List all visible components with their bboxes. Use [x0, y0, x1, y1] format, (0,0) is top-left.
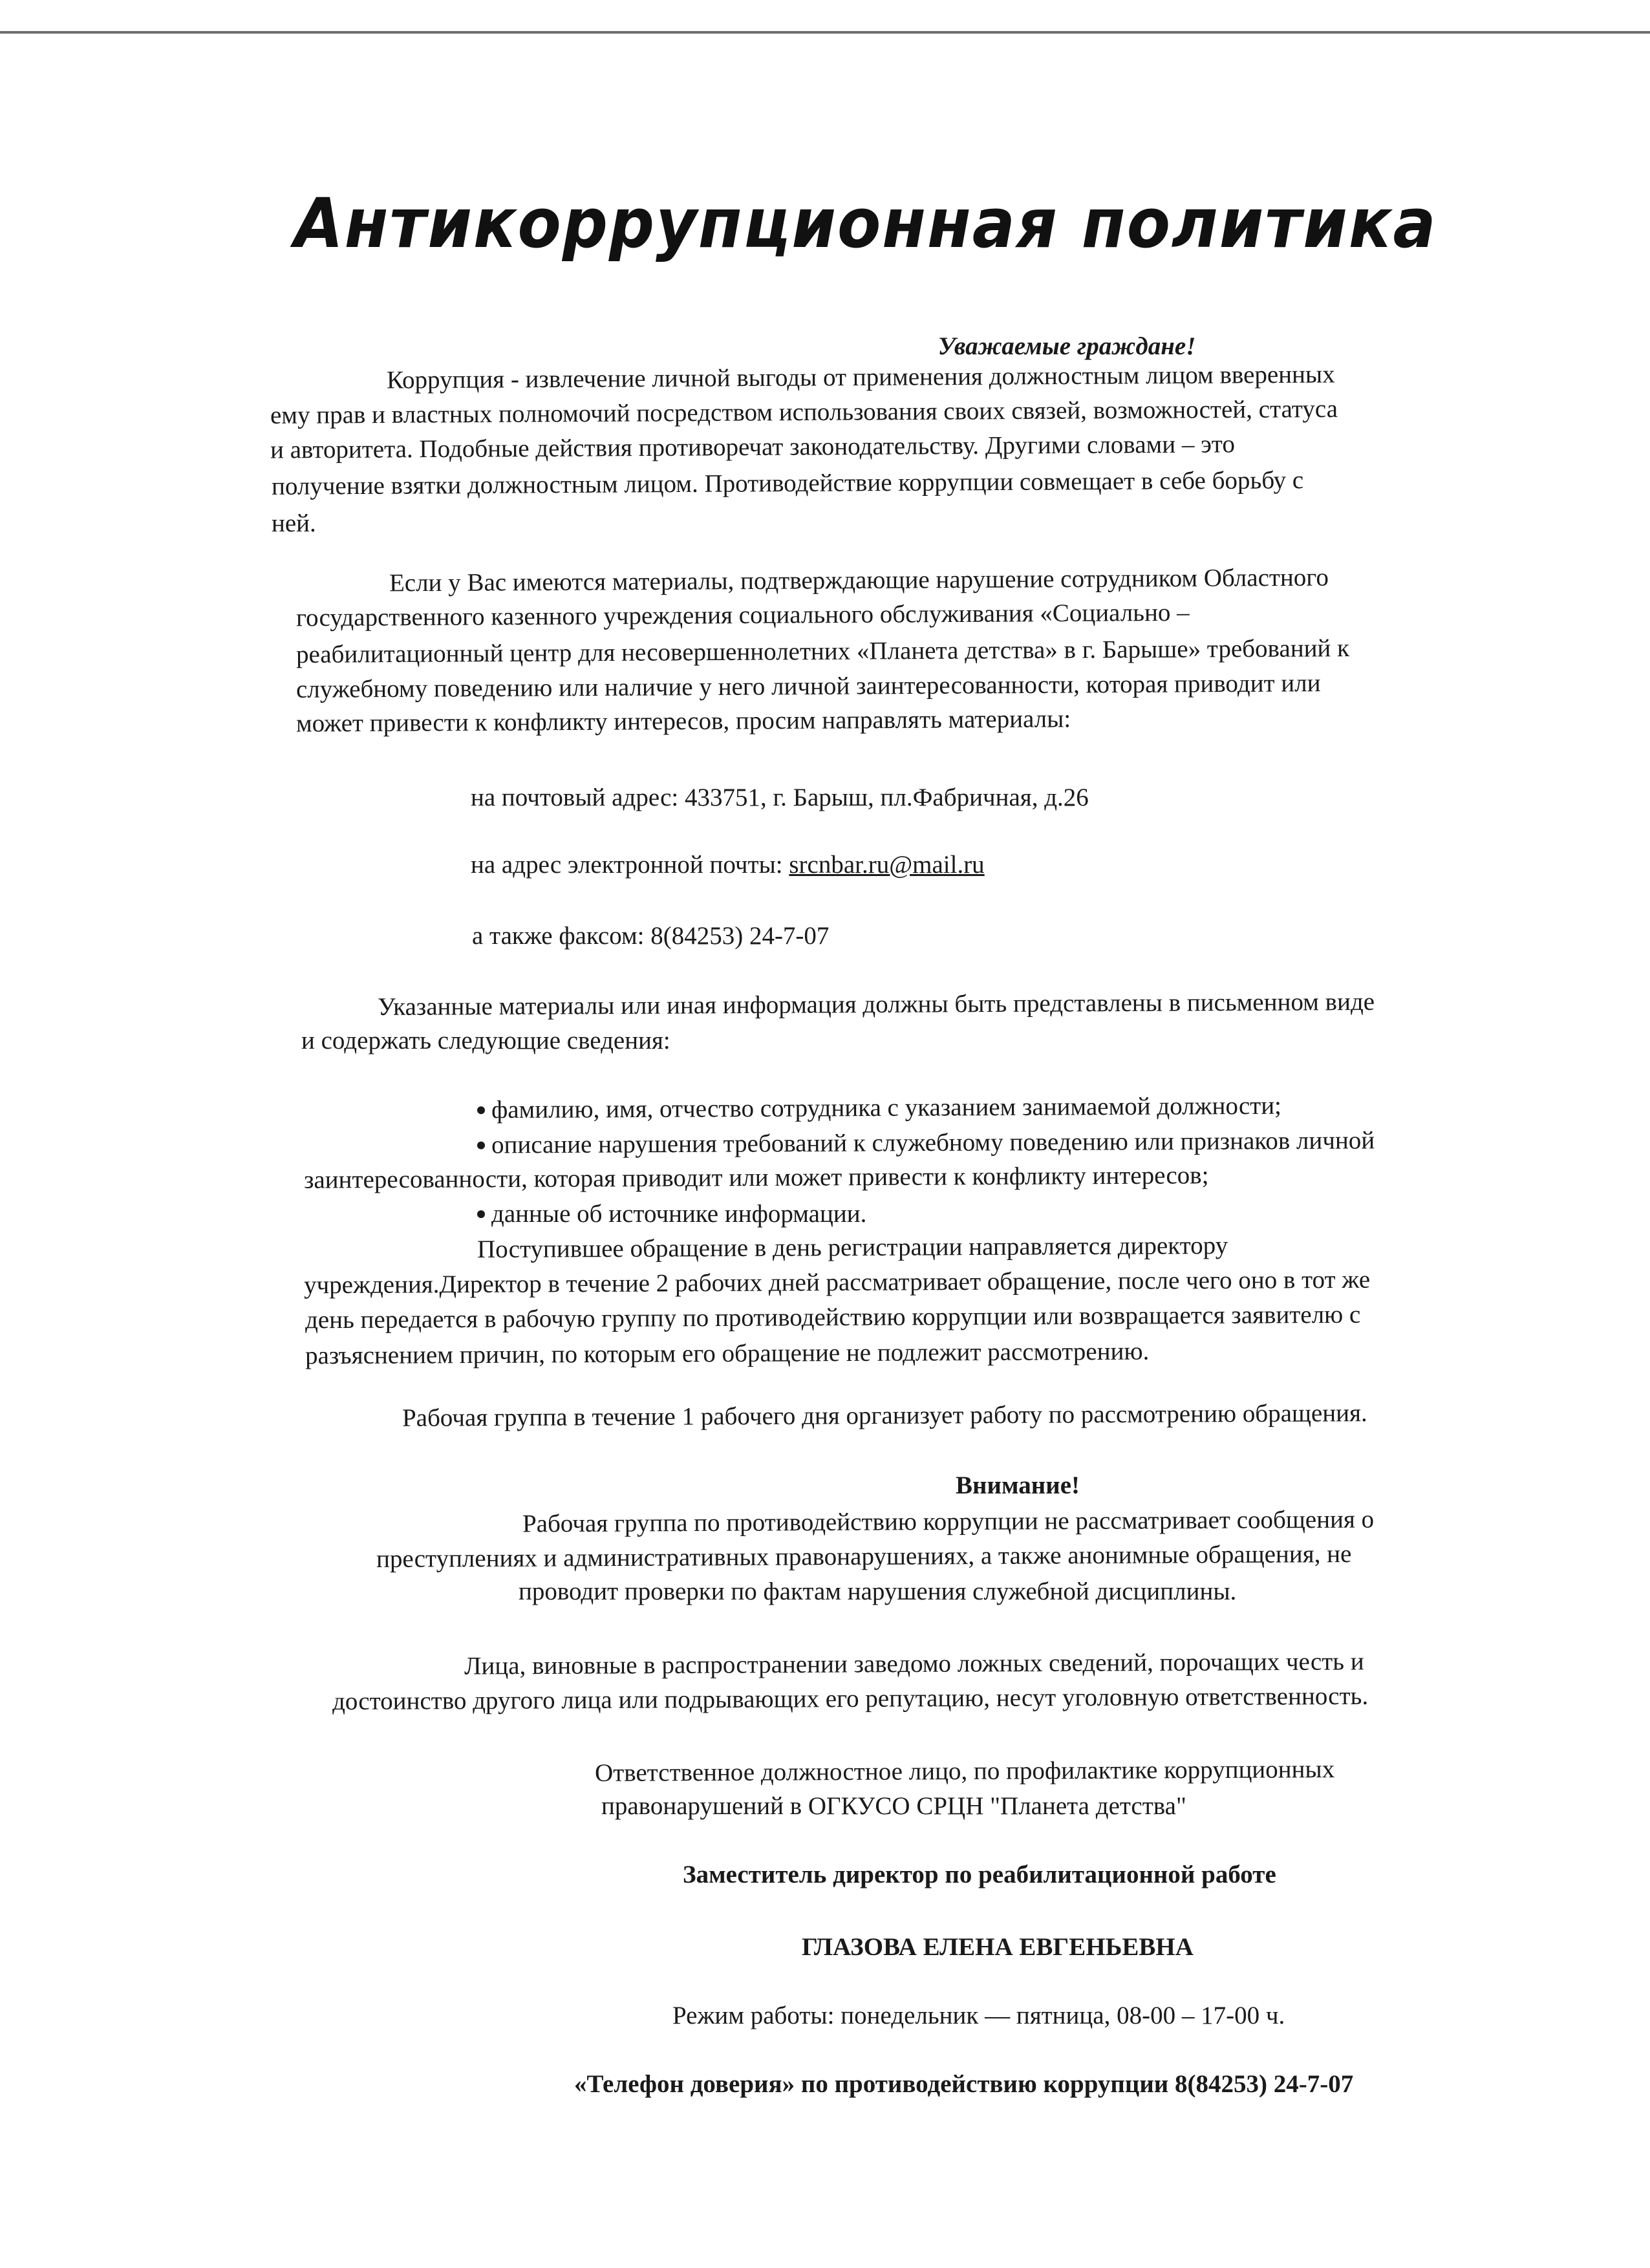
request-line: реабилитационный центр для несовершеннолетних «Планета детства» в г. Барыше» требований к [295, 634, 1350, 669]
working-group-note: Рабочая группа в течение 1 рабочего дня организует работу по рассмотрению обращения. [402, 1399, 1367, 1432]
materials-line: Указанные материалы или иная информация должны быть представлены в письменном виде [377, 987, 1375, 1022]
bullet-text: описание нарушения требований к служебному поведению или признаков личной [491, 1126, 1375, 1159]
work-schedule: Режим работы: понедельник — пятница, 08-00 – 17-00 ч. [672, 2002, 1285, 2029]
intro-line: Коррупция - извлечение личной выгоды от применения должностным лицом вверенных [386, 360, 1335, 394]
intro-line: и авторитета. Подобные действия противоречат законодательству. Другими словами – это [270, 430, 1236, 464]
person-name: ГЛАЗОВА ЕЛЕНА ЕВГЕНЬЕВНА [802, 1933, 1194, 1961]
bullet-dot-icon [477, 1106, 485, 1114]
bullet-item [477, 1196, 866, 1232]
bullet-item [477, 1122, 1375, 1163]
attention-line: преступлениях и административных правонарушениях, а также анонимные обращения, не [376, 1540, 1352, 1573]
intro-line: ему прав и властных полномочий посредством использования своих связей, возможностей, статуса [270, 394, 1338, 430]
responsible-line: Ответственное должностное лицо, по профилактике коррупционных [594, 1755, 1335, 1787]
procedure-line: Поступившее обращение в день регистрации направляется директору [477, 1231, 1228, 1264]
fax-contact: а также факсом: 8(84253) 24-7-07 [472, 922, 830, 950]
request-line: служебному поведению или наличие у него личной заинтересованности, которая приводит или [295, 669, 1321, 703]
document-title: Антикоррупционная политика [294, 184, 1437, 264]
email-label: на адрес электронной почты: [471, 851, 789, 879]
email-contact [471, 847, 985, 883]
request-line: может привести к конфликту интересов, просим направлять материалы: [295, 705, 1071, 738]
intro-line: ней. [272, 509, 316, 537]
liability-line: достоинство другого лица или подрывающих его репутацию, несут уголовную ответственность. [332, 1682, 1369, 1716]
bullet-continuation: заинтересованности, которая приводит или может привести к конфликту интересов; [303, 1161, 1209, 1194]
bullet-item [477, 1088, 1281, 1129]
postal-address: на почтовый адрес: 433751, г. Барыш, пл.Фабричная, д.26 [471, 784, 1089, 811]
liability-line: Лица, виновные в распространении заведомо ложных сведений, порочащих честь и [464, 1647, 1364, 1680]
procedure-line: день передается в рабочую группу по противодействию коррупции или возвращается заявителю с [305, 1300, 1361, 1334]
bullet-text: данные об источнике информации. [491, 1200, 867, 1228]
intro-line: получение взятки должностным лицом. Противодействие коррупции совмещает в себе борьбу с [271, 466, 1304, 500]
attention-line: Рабочая группа по противодействию коррупции не рассматривает сообщения о [522, 1505, 1375, 1538]
request-line: Если у Вас имеются материалы, подтверждающие нарушение сотрудником Областного [389, 563, 1329, 597]
position-title: Заместитель директор по реабилитационной работе [683, 1861, 1276, 1888]
attention-heading: Внимание! [956, 1471, 1080, 1499]
email-link[interactable]: srcnbar.ru@mail.ru [789, 851, 985, 879]
procedure-line: учреждения.Директор в течение 2 рабочих дней рассматривает обращение, после чего оно в тот же [303, 1265, 1371, 1300]
greeting: Уважаемые граждане! [938, 332, 1196, 360]
hotline: «Телефон доверия» по противодействию коррупции 8(84253) 24-7-07 [574, 2070, 1354, 2098]
procedure-line: разъяснением причин, по которым его обращение не подлежит рассмотрению. [305, 1337, 1150, 1370]
bullet-dot-icon [477, 1210, 485, 1218]
materials-line: и содержать следующие сведения: [301, 1027, 670, 1054]
responsible-line: правонарушений в ОГКУСО СРЦН "Планета детства" [601, 1792, 1186, 1820]
attention-line: проводит проверки по фактам нарушения служебной дисциплины. [519, 1578, 1237, 1605]
scan-top-edge-line [0, 31, 1650, 34]
bullet-text: фамилию, имя, отчество сотрудника с указанием занимаемой должности; [491, 1091, 1282, 1124]
request-line: государственного казенного учреждения социального обслуживания «Социально – [295, 598, 1190, 632]
bullet-dot-icon [477, 1142, 485, 1150]
